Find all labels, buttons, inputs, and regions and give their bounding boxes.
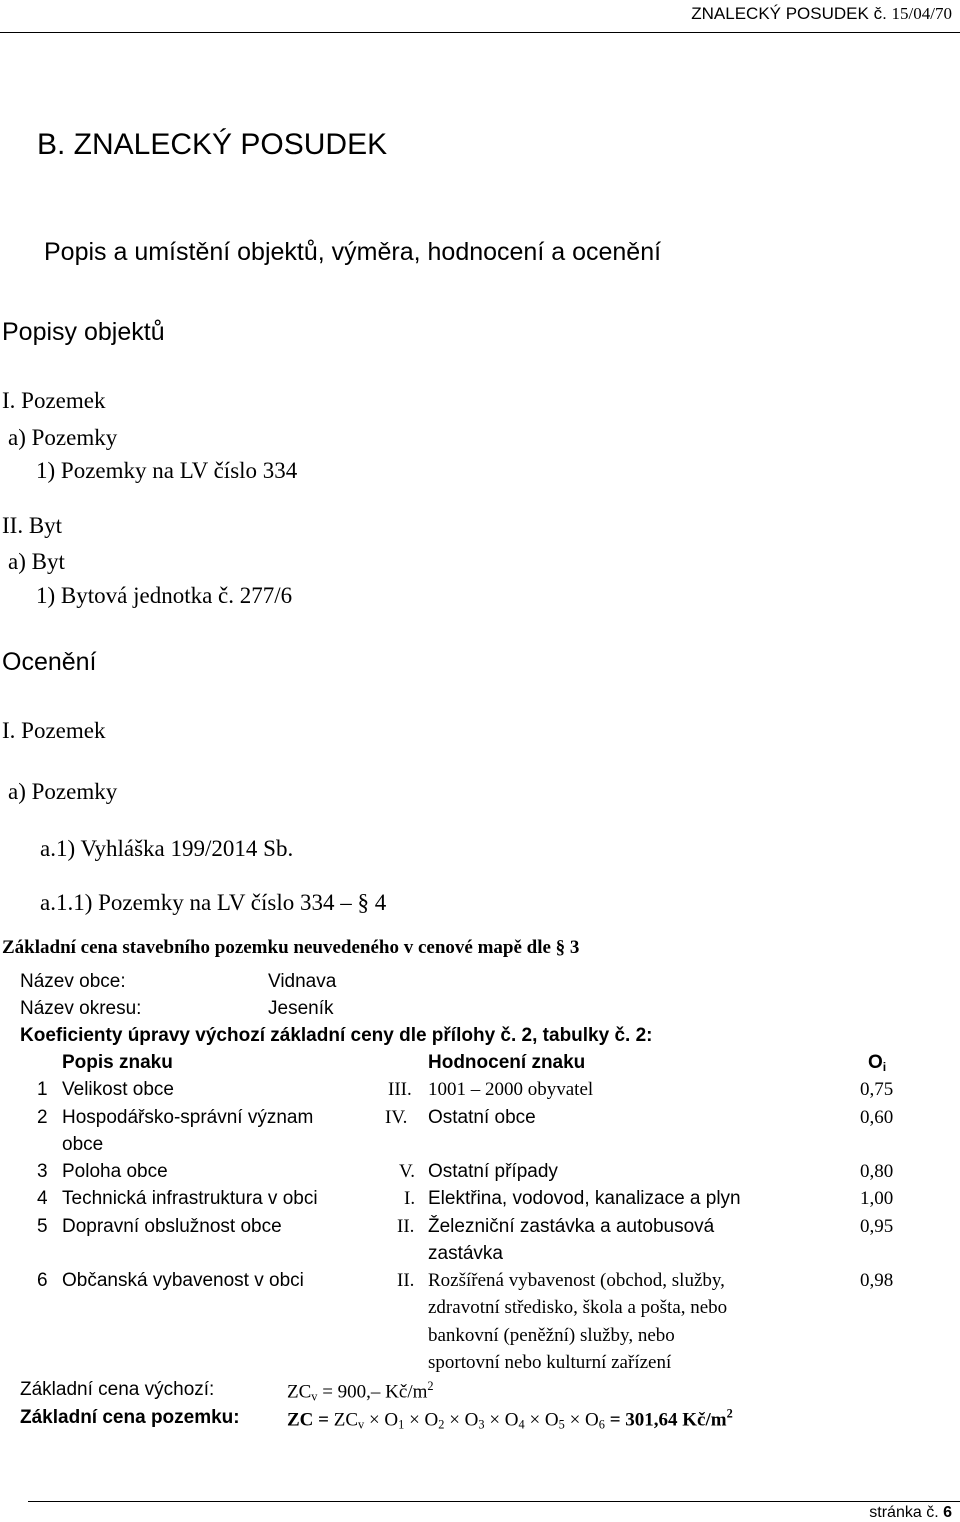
table-row-hodnoceni: zastávka [428,1243,503,1264]
col-oi-header: $O_i$ [868,1052,887,1075]
table-row-value: 0,98 [860,1270,894,1291]
footer-rule [28,1501,960,1502]
table-row-popis: Dopravní obslužnost obce [62,1216,282,1237]
table-row-roman: V. [399,1161,416,1182]
popisy-item: II. Byt [2,513,63,538]
table-row-value: 0,75 [860,1079,894,1100]
table-row-popis: Poloha obce [62,1161,168,1182]
header-rule [0,32,960,33]
koef-heading: Koeficienty úpravy výchozí základní ceny dle přílohy č. 2, tabulky č. 2: [20,1025,653,1046]
table-row-roman: I. [404,1188,416,1209]
table-row-hodnoceni: 1001 – 2000 obyvatel [428,1079,594,1100]
table-row-hodnoceni: Železniční zastávka a autobusová [428,1216,715,1237]
table-row-roman: III. [388,1079,412,1100]
table-row-popis: obce [62,1134,104,1155]
table-row-hodnoceni: zdravotní středisko, škola a pošta, nebo [428,1297,728,1318]
okres-value: Jeseník [268,998,334,1019]
table-row-number: 6 [37,1270,48,1291]
vychozi-label: Základní cena výchozí: [20,1379,215,1400]
page-header [691,4,952,24]
table-row-popis: Velikost obce [62,1079,174,1100]
subtitle: Popis a umístění objektů, výměra, hodnocení a ocenění [44,238,662,266]
zakladni-cena-heading: Základní cena stavebního pozemku neuvedeného v cenové mapě dle § 3 [2,937,580,958]
table-row-hodnoceni: sportovní nebo kulturní zařízení [428,1352,672,1373]
table-row-popis: Občanská vybavenost v obci [62,1270,304,1291]
oceneni-item: a.1.1) Pozemky na LV číslo 334 – § 4 [40,890,387,915]
table-row-hodnoceni: Elektřina, vodovod, kanalizace a plyn [428,1188,741,1209]
popisy-item: a) Pozemky [8,425,118,450]
pozemku-label: Základní cena pozemku: [20,1407,240,1428]
footer-page-number: 6 [943,1504,952,1521]
table-row-roman: II. [397,1216,415,1237]
table-row-hodnoceni: Ostatní případy [428,1161,558,1182]
footer-label: stránka č. [869,1504,939,1521]
okres-label: Název okresu: [20,998,142,1019]
vychozi-formula: $ZC_v = 900,-$ $Kč/m^2$ [287,1379,434,1404]
section-title: B. ZNALECKÝ POSUDEK [37,128,388,161]
obec-label: Název obce: [20,971,126,992]
table-row-value: 1,00 [860,1188,894,1209]
table-row-number: 1 [37,1079,48,1100]
oceneni-item: I. Pozemek [2,718,106,743]
oceneni-item: a) Pozemky [8,779,118,804]
table-row-number: 5 [37,1216,48,1237]
col-popis-header: Popis znaku [62,1052,173,1073]
popisy-heading: Popisy objektů [2,318,165,346]
table-row-value: 0,80 [860,1161,894,1182]
col-hodnoceni-header: Hodnocení znaku [428,1052,586,1073]
page-footer [869,1504,952,1522]
popisy-item: a) Byt [8,549,65,574]
header-label: ZNALECKÝ POSUDEK č. [691,4,887,23]
table-row-value: 0,95 [860,1216,894,1237]
oceneni-heading: Ocenění [2,648,97,676]
table-row-popis: Technická infrastruktura v obci [62,1188,318,1209]
popisy-item: 1) Pozemky na LV číslo 334 [36,458,298,483]
popisy-item: 1) Bytová jednotka č. 277/6 [36,583,293,608]
obec-value: Vidnava [268,971,337,992]
popisy-item: I. Pozemek [2,388,106,413]
table-row-hodnoceni: Rozšířená vybavenost (obchod, služby, [428,1270,725,1291]
table-row-roman: IV. [385,1107,408,1128]
table-row-hodnoceni: Ostatní obce [428,1107,536,1128]
table-row-value: 0,60 [860,1107,894,1128]
pozemku-formula: ZC = $ZC_v \times O_1 \times O_2 \times O_3 \times O_4 \times O_5 \times O_6 = 301,64$ $Kč/m^2$ [287,1407,733,1432]
table-row-popis: Hospodářsko-správní význam [62,1107,314,1128]
table-row-number: 4 [37,1188,48,1209]
oceneni-item: a.1) Vyhláška 199/2014 Sb. [40,836,294,861]
table-row-number: 2 [37,1107,48,1128]
header-number: 15/04/70 [891,4,952,23]
table-row-number: 3 [37,1161,48,1182]
table-row-hodnoceni: bankovní (peněžní) služby, nebo [428,1325,675,1346]
table-row-roman: II. [397,1270,415,1291]
